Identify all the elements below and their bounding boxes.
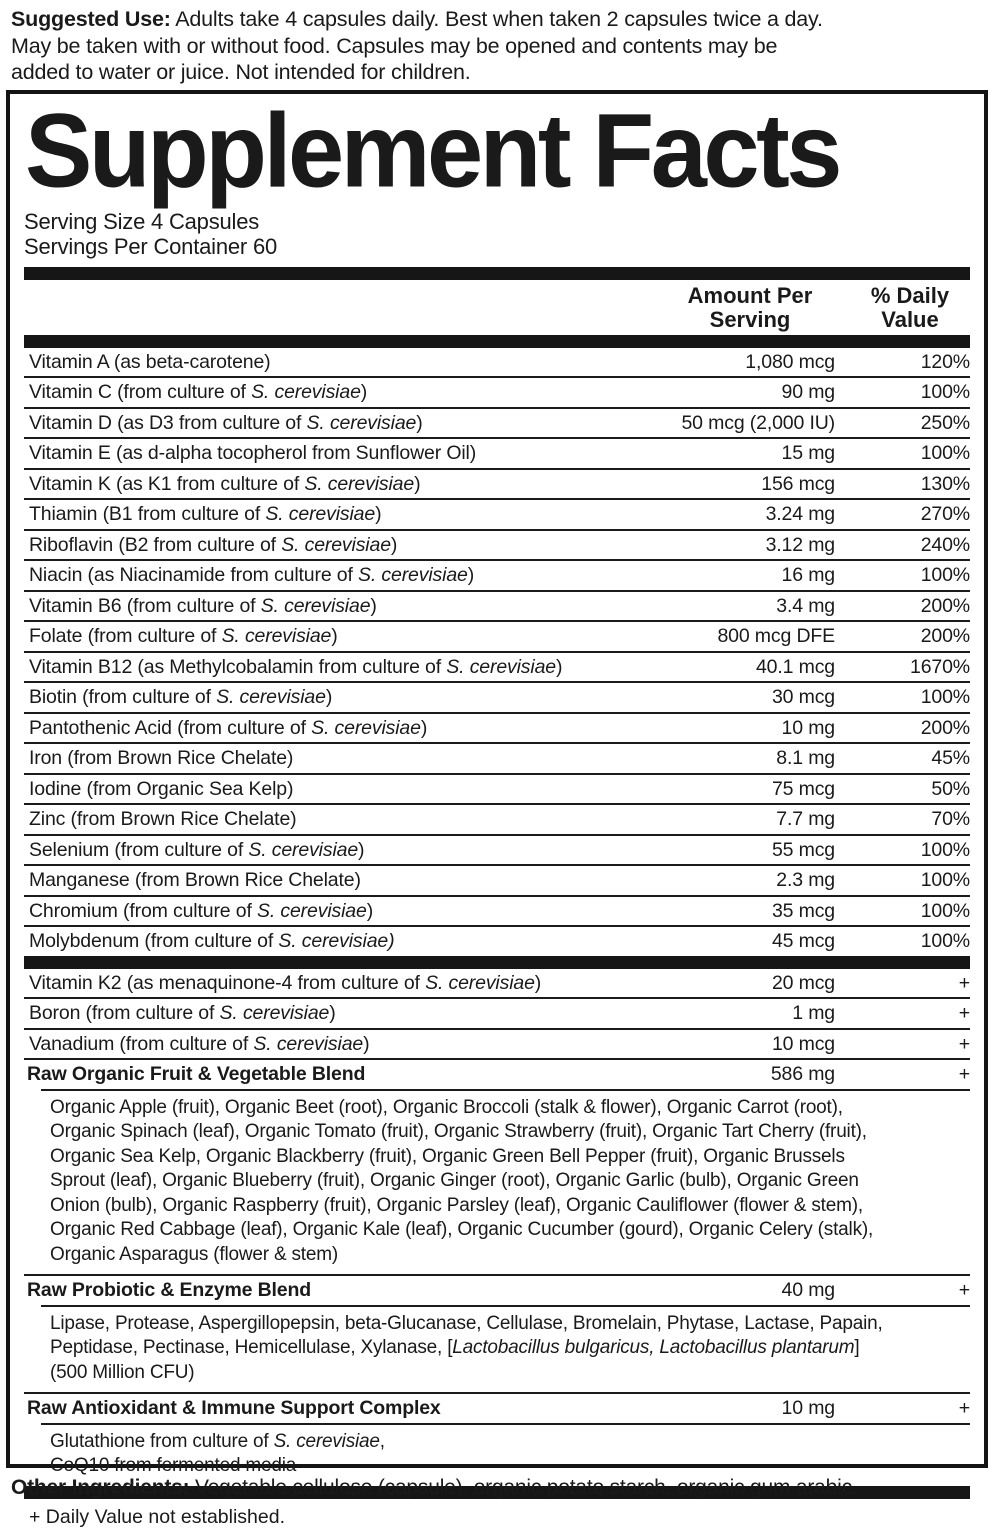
amount-per-serving-value: 10 mg bbox=[781, 1397, 835, 1419]
nutrient-name bbox=[24, 1064, 625, 1084]
other-ingredients-text: Vegetable cellulose (capsule), organic potato starch, organic gum arabic. bbox=[189, 1475, 858, 1499]
amount-per-serving-value: 10 mg bbox=[781, 716, 835, 739]
amount-per-serving-value: 156 mcg bbox=[761, 472, 835, 495]
nutrient-row bbox=[24, 468, 970, 499]
daily-value-percent: + bbox=[958, 971, 970, 994]
daily-value-percent: 100% bbox=[920, 899, 970, 922]
text-run: Molybdenum (from culture of bbox=[29, 930, 279, 952]
species-name-italic: S. cerevisiae bbox=[273, 1430, 380, 1452]
text-run: ) bbox=[331, 625, 338, 647]
text-run: Iron (from Brown Rice Chelate) bbox=[29, 747, 294, 769]
text-run: Vitamin B6 (from culture of bbox=[29, 594, 261, 617]
daily-value-percent: 270% bbox=[920, 503, 970, 525]
ingredients-line bbox=[50, 1243, 970, 1268]
daily-value-percent: + bbox=[958, 1397, 970, 1419]
text-run: Vitamin C (from culture of bbox=[29, 381, 252, 403]
species-name-italic: Lactobacillus bulgaricus, Lactobacillus plantarum bbox=[452, 1337, 855, 1358]
nutrient-name bbox=[24, 1280, 625, 1300]
nutrient-row bbox=[24, 803, 970, 834]
nutrient-name bbox=[24, 1034, 625, 1054]
daily-value-footnote: + Daily Value not established. bbox=[29, 1505, 286, 1528]
amount-per-serving-value: 35 mcg bbox=[771, 899, 835, 922]
ingredients-line bbox=[50, 1361, 970, 1386]
text-run: ) bbox=[390, 533, 398, 556]
daily-value-percent: + bbox=[958, 1063, 970, 1085]
species-name-italic: S. cerevisiae bbox=[446, 655, 556, 678]
text-run: ) bbox=[366, 899, 374, 922]
amount-per-serving-value: 45 mcg bbox=[771, 930, 835, 952]
species-name-italic: S. cerevisiae bbox=[221, 625, 332, 647]
text-run: Zinc (from Brown Rice Chelate) bbox=[29, 808, 297, 830]
suggested-use-label: Suggested Use: bbox=[11, 7, 171, 31]
text-run: Glutathione from culture of bbox=[50, 1430, 274, 1452]
nutrient-row bbox=[24, 864, 970, 895]
suggested-use-text-1: Adults take 4 capsules daily. Best when taken 2 capsules twice a day. bbox=[170, 7, 823, 31]
blend-header-row bbox=[24, 1274, 970, 1305]
column-header-amount-line-1: Amount Per bbox=[687, 282, 813, 308]
nutrient-row bbox=[24, 559, 970, 590]
species-name-italic: S. cerevisiae bbox=[306, 411, 417, 434]
species-name-italic: S. cerevisiae bbox=[260, 594, 371, 617]
daily-value-percent: 100% bbox=[920, 442, 970, 464]
daily-value-percent: 45% bbox=[931, 747, 970, 769]
ingredients-line bbox=[50, 1145, 970, 1170]
nutrient-name bbox=[24, 687, 625, 707]
nutrient-row bbox=[24, 895, 970, 926]
amount-per-serving-value: 3.4 mg bbox=[776, 594, 835, 617]
nutrient-name bbox=[24, 718, 625, 738]
ingredients-line bbox=[50, 1194, 970, 1219]
nutrient-table bbox=[24, 348, 970, 1486]
text-run: Vitamin K (as K1 from culture of bbox=[29, 472, 305, 495]
amount-per-serving-value: 15 mg bbox=[781, 442, 835, 464]
text-run: ) bbox=[414, 472, 421, 495]
daily-value-percent: 100% bbox=[920, 869, 970, 891]
ingredients-line bbox=[50, 1096, 970, 1121]
amount-per-serving-value: 40.1 mcg bbox=[755, 655, 835, 678]
column-header-amount bbox=[670, 284, 830, 332]
nutrient-row bbox=[24, 620, 970, 651]
nutrient-row bbox=[24, 407, 970, 438]
nutrient-name bbox=[24, 748, 625, 768]
species-name-italic: S. cerevisiae bbox=[219, 1002, 330, 1024]
daily-value-percent: + bbox=[958, 1032, 970, 1055]
text-run: ) bbox=[363, 1032, 370, 1055]
daily-value-percent: 240% bbox=[920, 533, 970, 556]
ingredients-line bbox=[50, 1430, 970, 1455]
nutrient-name bbox=[24, 413, 625, 433]
nutrient-name bbox=[24, 474, 625, 494]
species-name-italic: S. cerevisiae bbox=[251, 381, 361, 403]
text-run: ) bbox=[555, 655, 563, 678]
daily-value-percent: 130% bbox=[920, 472, 970, 495]
text-run: Vitamin A (as beta-carotene) bbox=[29, 350, 271, 373]
text-run: ) bbox=[375, 503, 382, 525]
nutrient-name bbox=[24, 931, 625, 951]
species-name-italic: S. cerevisiae bbox=[304, 472, 415, 495]
amount-per-serving-value: 1 mg bbox=[792, 1002, 835, 1024]
amount-per-serving-value: 40 mg bbox=[781, 1279, 835, 1301]
species-name-italic: S. cerevisiae bbox=[248, 838, 359, 861]
text-run: Raw Organic Fruit & Vegetable Blend bbox=[27, 1063, 366, 1085]
text-run: Selenium (from culture of bbox=[29, 838, 249, 861]
text-run: Manganese (from Brown Rice Chelate) bbox=[29, 869, 361, 891]
nutrient-name bbox=[24, 565, 625, 585]
nutrient-name bbox=[24, 973, 625, 993]
nutrient-row bbox=[24, 1028, 970, 1059]
text-run: ] bbox=[854, 1337, 860, 1358]
amount-per-serving-value: 586 mg bbox=[770, 1063, 835, 1085]
species-name-italic: S. cerevisiae bbox=[265, 503, 376, 525]
text-run: Riboflavin (B2 from culture of bbox=[29, 533, 282, 556]
section-divider-bar bbox=[24, 956, 970, 969]
daily-value-percent: 250% bbox=[920, 411, 970, 434]
text-run: Thiamin (B1 from culture of bbox=[29, 503, 266, 525]
nutrient-row bbox=[24, 773, 970, 804]
text-run: Pantothenic Acid (from culture of bbox=[29, 716, 312, 739]
ingredients-line bbox=[50, 1336, 970, 1361]
nutrient-row bbox=[24, 651, 970, 682]
nutrient-row bbox=[24, 498, 970, 529]
text-run: Lipase, Protease, Aspergillopepsin, beta-Glucanase, Cellulase, Bromelain, Phytase, Lactase, Papain, bbox=[50, 1312, 883, 1334]
text-run: ) bbox=[370, 594, 377, 617]
serving-size: Serving Size 4 Capsules bbox=[24, 208, 260, 234]
nutrient-name bbox=[24, 901, 625, 921]
species-name-italic: S. cerevisiae bbox=[216, 686, 326, 708]
text-run: , bbox=[379, 1430, 385, 1452]
text-run: ) bbox=[325, 686, 333, 708]
nutrient-name bbox=[24, 352, 625, 372]
blend-ingredients bbox=[41, 1089, 970, 1275]
amount-per-serving-value: 90 mg bbox=[781, 381, 835, 403]
text-run: Vitamin B12 (as Methylcobalamin from culture of bbox=[29, 655, 447, 678]
text-run: Organic Sea Kelp, Organic Blackberry (fruit), Organic Green Bell Pepper (fruit), Organic Brussels bbox=[50, 1145, 845, 1167]
text-run: Vitamin E (as d-alpha tocopherol from Sunflower Oil) bbox=[29, 442, 477, 464]
text-run: (500 Million CFU) bbox=[50, 1361, 195, 1383]
species-name-italic: S. cerevisiae) bbox=[278, 930, 395, 952]
blend-ingredients bbox=[41, 1305, 970, 1393]
nutrient-row bbox=[24, 681, 970, 712]
daily-value-percent: 100% bbox=[920, 564, 970, 586]
suggested-use-line-1 bbox=[11, 6, 984, 33]
nutrient-name bbox=[24, 657, 625, 677]
daily-value-percent: 200% bbox=[920, 625, 970, 647]
text-run: Iodine (from Organic Sea Kelp) bbox=[29, 777, 294, 800]
nutrient-name bbox=[24, 870, 625, 890]
text-run: Chromium (from culture of bbox=[29, 899, 257, 922]
daily-value-percent: 100% bbox=[920, 838, 970, 861]
daily-value-percent: 100% bbox=[920, 381, 970, 403]
amount-per-serving-value: 3.24 mg bbox=[765, 503, 835, 525]
nutrient-row bbox=[24, 925, 970, 956]
amount-per-serving-value: 7.7 mg bbox=[776, 808, 835, 830]
daily-value-percent: 100% bbox=[920, 686, 970, 708]
text-run: ) bbox=[534, 971, 542, 994]
text-run: Raw Probiotic & Enzyme Blend bbox=[27, 1279, 312, 1301]
divider-bar bbox=[24, 335, 970, 348]
column-header-dv-line-1: % Daily bbox=[870, 282, 950, 308]
text-run: Organic Red Cabbage (leaf), Organic Kale (leaf), Organic Cucumber (gourd), Organic Celery (stalk), bbox=[50, 1219, 874, 1240]
amount-per-serving-value: 55 mcg bbox=[771, 838, 835, 861]
text-run: ) bbox=[467, 564, 475, 586]
column-headers bbox=[24, 280, 970, 335]
nutrient-name bbox=[24, 382, 625, 402]
text-run: ) bbox=[329, 1002, 336, 1024]
ingredients-line bbox=[50, 1169, 970, 1194]
divider-bar bbox=[24, 267, 970, 280]
text-run: Biotin (from culture of bbox=[29, 686, 217, 708]
text-run: Vitamin D (as D3 from culture of bbox=[29, 411, 307, 434]
amount-per-serving-value: 1,080 mcg bbox=[745, 350, 835, 373]
species-name-italic: S. cerevisiae bbox=[358, 564, 468, 586]
nutrient-name bbox=[24, 535, 625, 555]
nutrient-name bbox=[24, 596, 625, 616]
amount-per-serving-value: 16 mg bbox=[781, 564, 835, 586]
nutrient-row bbox=[24, 712, 970, 743]
amount-per-serving-value: 20 mcg bbox=[771, 971, 835, 994]
amount-per-serving-value: 30 mcg bbox=[771, 686, 835, 708]
text-run: Raw Antioxidant & Immune Support Complex bbox=[27, 1397, 441, 1419]
species-name-italic: S. cerevisiae bbox=[257, 899, 367, 922]
nutrient-name bbox=[24, 504, 625, 524]
species-name-italic: S. cerevisiae bbox=[425, 971, 535, 994]
blend-header-row bbox=[24, 1392, 970, 1423]
other-ingredients-label: Other Ingredients: bbox=[11, 1475, 190, 1499]
blend-header-row bbox=[24, 1058, 970, 1089]
text-run: Onion (bulb), Organic Raspberry (fruit), Organic Parsley (leaf), Organic Cauliflower (flower & stem), bbox=[50, 1194, 863, 1216]
text-run: Folate (from culture of bbox=[29, 625, 222, 647]
text-run: ) bbox=[358, 838, 365, 861]
nutrient-name bbox=[24, 840, 625, 860]
daily-value-percent: 1670% bbox=[910, 655, 970, 678]
daily-value-percent: 200% bbox=[920, 594, 970, 617]
text-run: Sprout (leaf), Organic Blueberry (fruit), Organic Ginger (root), Organic Garlic (bulb), Organic Green bbox=[50, 1170, 859, 1191]
nutrient-row bbox=[24, 969, 970, 998]
species-name-italic: S. cerevisiae bbox=[281, 533, 391, 556]
text-run: Boron (from culture of bbox=[29, 1002, 220, 1024]
nutrient-name bbox=[24, 626, 625, 646]
text-run: Organic Apple (fruit), Organic Beet (root), Organic Broccoli (stalk & flower), Organic Carrot (root), bbox=[50, 1096, 843, 1118]
daily-value-percent: 200% bbox=[920, 716, 970, 739]
daily-value-percent: 100% bbox=[920, 930, 970, 952]
daily-value-percent: 70% bbox=[931, 808, 970, 830]
amount-per-serving-value: 3.12 mg bbox=[765, 533, 835, 556]
amount-per-serving-value: 800 mcg DFE bbox=[717, 625, 835, 647]
daily-value-percent: 120% bbox=[920, 350, 970, 373]
amount-per-serving-value: 50 mcg (2,000 IU) bbox=[681, 411, 835, 434]
text-run: ) bbox=[416, 411, 423, 434]
text-run: Organic Spinach (leaf), Organic Tomato (fruit), Organic Strawberry (fruit), Organic Tart Cherry (fruit), bbox=[50, 1121, 867, 1142]
amount-per-serving-value: 8.1 mg bbox=[776, 747, 835, 769]
suggested-use bbox=[11, 6, 984, 86]
nutrient-name bbox=[24, 1003, 625, 1023]
amount-per-serving-value: 2.3 mg bbox=[776, 869, 835, 891]
nutrient-row bbox=[24, 834, 970, 865]
nutrient-row bbox=[24, 590, 970, 621]
text-run: Niacin (as Niacinamide from culture of bbox=[29, 564, 359, 586]
nutrient-row bbox=[24, 529, 970, 560]
nutrient-name bbox=[24, 1398, 625, 1418]
column-header-amount-line-2: Serving bbox=[709, 306, 791, 332]
daily-value-percent: 50% bbox=[931, 777, 970, 800]
species-name-italic: S. cerevisiae bbox=[311, 716, 421, 739]
nutrient-row bbox=[24, 437, 970, 468]
panel-title: Supplement Facts bbox=[25, 92, 839, 209]
text-run: ) bbox=[420, 716, 428, 739]
ingredients-line bbox=[50, 1312, 970, 1337]
ingredients-line bbox=[50, 1120, 970, 1145]
suggested-use-line-3: added to water or juice. Not intended for children. bbox=[11, 60, 471, 84]
text-run: Organic Asparagus (flower & stem) bbox=[50, 1243, 339, 1265]
servings-per-container: Servings Per Container 60 bbox=[24, 234, 278, 259]
species-name-italic: S. cerevisiae bbox=[253, 1032, 364, 1055]
nutrient-name bbox=[24, 809, 625, 829]
nutrient-row bbox=[24, 742, 970, 773]
nutrient-name bbox=[24, 779, 625, 799]
text-run: Vitamin K2 (as menaquinone-4 from culture of bbox=[29, 971, 426, 994]
nutrient-row bbox=[24, 376, 970, 407]
ingredients-line bbox=[50, 1218, 970, 1243]
amount-per-serving-value: 10 mcg bbox=[771, 1032, 835, 1055]
column-header-daily-value bbox=[850, 284, 970, 332]
text-run: Vanadium (from culture of bbox=[29, 1032, 254, 1055]
suggested-use-line-2: May be taken with or without food. Capsules may be opened and contents may be bbox=[11, 33, 778, 58]
nutrient-name bbox=[24, 443, 625, 463]
nutrient-row bbox=[24, 348, 970, 377]
amount-per-serving-value: 75 mcg bbox=[771, 777, 835, 800]
text-run: ) bbox=[360, 381, 368, 403]
daily-value-percent: + bbox=[958, 1002, 970, 1024]
text-run: CoQ10 from fermented media bbox=[50, 1455, 297, 1476]
daily-value-percent: + bbox=[958, 1279, 970, 1301]
text-run: Peptidase, Pectinase, Hemicellulase, Xylanase, [ bbox=[50, 1337, 453, 1358]
other-ingredients bbox=[11, 1475, 984, 1500]
nutrient-row bbox=[24, 997, 970, 1028]
column-header-dv-line-2: Value bbox=[881, 306, 939, 332]
